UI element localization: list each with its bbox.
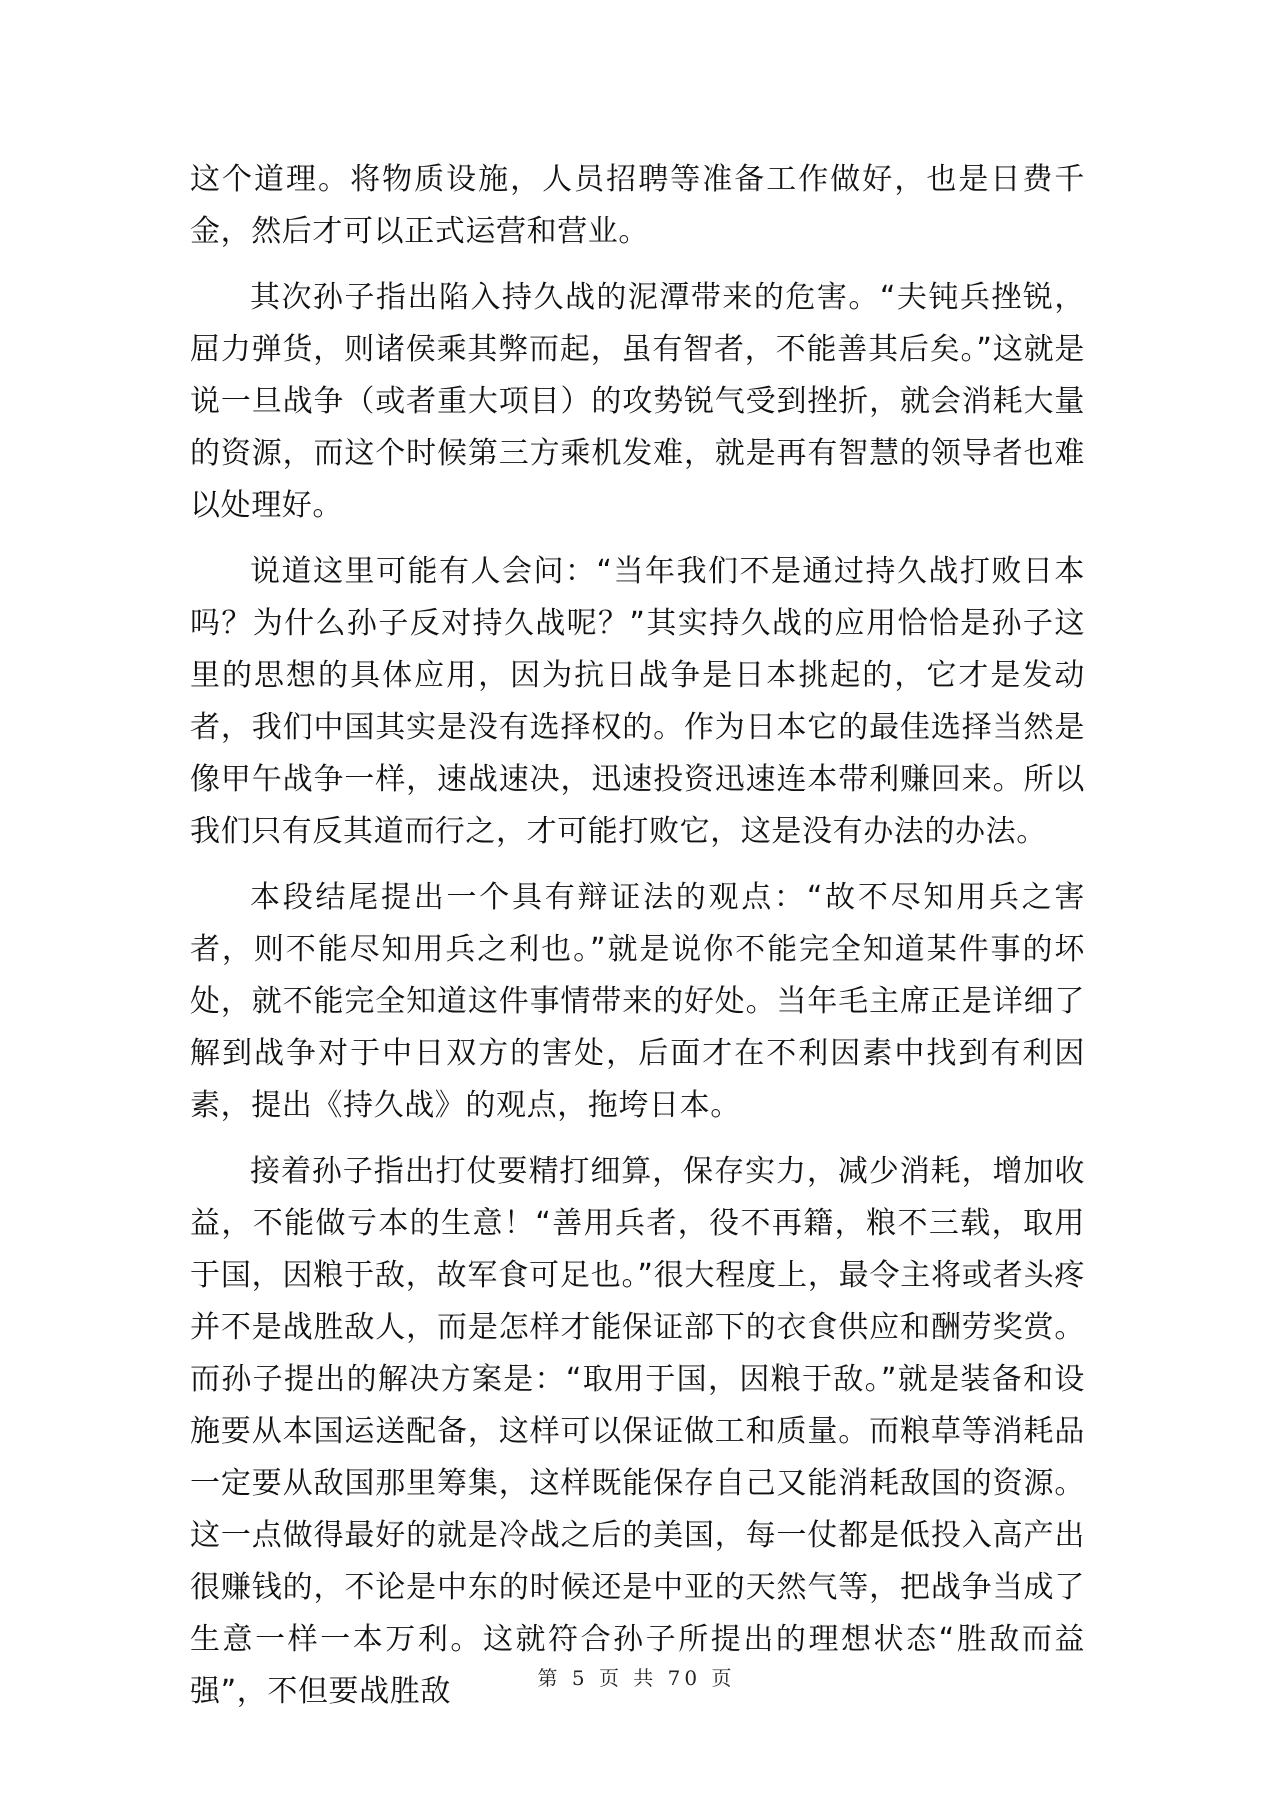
paragraph-protracted-war-harm: 其次孙子指出陷入持久战的泥潭带来的危害。“夫钝兵挫锐，屈力弹货，则诸侯乘其弊而起，虽有智者，不能善其后矣。”这就是说一旦战争（或者重大项目）的攻势锐气受到挫折，就会消耗大量的资源，而这个时候第三方乘机发难，就是再有智慧的领导者也难以处理好。 (190, 280, 1085, 523)
paragraph-dialectic-view: 本段结尾提出一个具有辩证法的观点：“故不尽知用兵之害者，则不能尽知用兵之利也。”就是说你不能完全知道某件事的坏处，就不能完全知道这件事情带来的好处。当年毛主席正是详细了解到战争对于中日双方的害处，后面才在不利因素中找到有利因素，提出《持久战》的观点，拖垮日本。 (190, 880, 1085, 1123)
paragraph-anti-japanese-war: 说道这里可能有人会问：“当年我们不是通过持久战打败日本吗？为什么孙子反对持久战呢？”其实持久战的应用恰恰是孙子这里的思想的具体应用，因为抗日战争是日本挑起的，它才是发动者，我们中国其实是没有选择权的。作为日本它的最佳选择当然是像甲午战争一样，速战速决，迅速投资迅速连本带利赚回来。所以我们只有反其道而行之，才可能打败它，这是没有办法的办法。 (190, 554, 1085, 849)
paragraph-logistics: 接着孙子指出打仗要精打细算，保存实力，减少消耗，增加收益，不能做亏本的生意！“善用兵者，役不再籍，粮不三载，取用于国，因粮于敌，故军食可足也。”很大程度上，最令主将或者头疼并不是战胜敌人，而是怎样才能保证部下的衣食供应和酬劳奖赏。而孙子提出的解决方案是：“取用于国，因粮于敌。”就是装备和设施要从本国运送配备，这样可以保证做工和质量。而粮草等消耗品一定要从敌国那里筹集，这样既能保存自己又能消耗敌国的资源。这一点做得最好的就是冷战之后的美国，每一仗都是低投入高产出很赚钱的，不论是中东的时候还是中亚的天然气等，把战争当成了生意一样一本万利。这就符合孙子所提出的理想状态“胜敌而益强”，不但要战胜敌 (190, 1154, 1085, 1709)
document-body (190, 154, 1085, 1732)
page-number-footer: 第 5 页 共 70 页 (537, 1666, 736, 1690)
paragraph-continuation: 这个道理。将物质设施，人员招聘等准备工作做好，也是日费千金，然后才可以正式运营和营业。 (190, 162, 1085, 249)
